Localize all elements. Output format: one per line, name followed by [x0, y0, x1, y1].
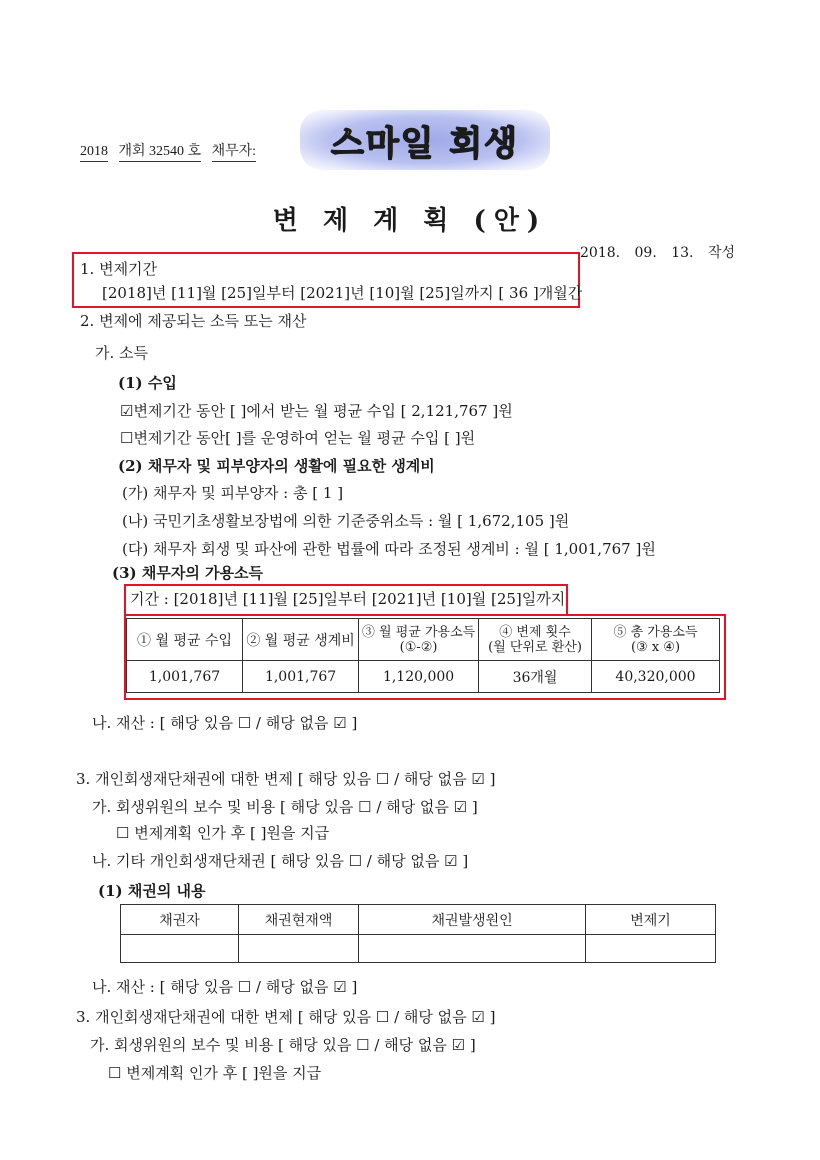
section1-heading: 1. 변제기간	[80, 260, 158, 278]
claims-cell-empty	[121, 935, 239, 963]
col-repayment-count-label: ④ 변제 횟수	[499, 624, 571, 640]
debtor-name: 스마일 회생	[330, 124, 520, 164]
claims-table	[120, 904, 716, 963]
disposable-period: 기간 : [2018]년 [11]월 [25]일부터 [2021]년 [10]월 [25]일까지	[130, 590, 566, 608]
section2-heading: 2. 변제에 제공되는 소득 또는 재산	[80, 312, 307, 330]
col-monthly-living: ② 월 평균 생계비	[243, 619, 359, 661]
document-date: 2018. 09. 13. 작성	[580, 245, 736, 261]
cell-repayment-count: 36개월	[479, 661, 592, 693]
case-header	[80, 140, 256, 160]
section3b-ga: 가. 회생위원의 보수 및 비용 [ 해당 있음 ☐ / 해당 없음 ☑ ]	[90, 1036, 476, 1054]
living-cost-heading: (2) 채무자 및 피부양자의 생활에 필요한 생계비	[118, 457, 435, 475]
col-total-disposable-formula: (③ x ④)	[630, 639, 681, 655]
income-line-2: ☐변제기간 동안[ ]를 운영하여 얻는 월 평균 수입 [ ]원	[120, 429, 476, 447]
claims-cell-empty	[359, 935, 586, 963]
case-number: 개회 32540 호	[119, 144, 202, 162]
claims-col-cause: 채권발생원인	[359, 905, 586, 935]
col-monthly-disposable	[359, 619, 479, 661]
col-monthly-income: ① 월 평균 수입	[127, 619, 243, 661]
section2-ga: 가. 소득	[95, 344, 149, 362]
col-monthly-disposable-formula: (①-②)	[399, 639, 438, 655]
income-heading: (1) 수입	[118, 374, 177, 392]
cell-monthly-living: 1,001,767	[243, 661, 359, 693]
col-repayment-count-note: (월 단위로 환산)	[488, 639, 582, 655]
section2-property: 나. 재산 : [ 해당 있음 ☐ / 해당 없음 ☑ ]	[92, 714, 358, 732]
section3-na: 나. 기타 개인회생재단채권 [ 해당 있음 ☐ / 해당 없음 ☑ ]	[92, 852, 469, 870]
case-year: 2018	[80, 144, 108, 162]
col-total-disposable-label: ⑤ 총 가용소득	[613, 624, 698, 640]
section3b-ga-sub: ☐ 변제계획 인가 후 [ ]원을 지급	[108, 1064, 322, 1082]
section3-ga: 가. 회생위원의 보수 및 비용 [ 해당 있음 ☐ / 해당 없음 ☑ ]	[92, 798, 478, 816]
claims-col-due: 변제기	[586, 905, 716, 935]
claims-col-amount: 채권현재액	[239, 905, 359, 935]
claims-cell-empty	[239, 935, 359, 963]
disposable-income-heading: (3) 채무자의 가용소득	[112, 564, 263, 582]
section3-heading: 3. 개인회생재단채권에 대한 변제 [ 해당 있음 ☐ / 해당 없음 ☑ ]	[76, 770, 496, 788]
debtor-label: 채무자:	[212, 144, 256, 162]
section3b-heading: 3. 개인회생재단채권에 대한 변제 [ 해당 있음 ☐ / 해당 없음 ☑ ]	[76, 1008, 496, 1026]
claims-col-creditor: 채권자	[121, 905, 239, 935]
cell-total-disposable: 40,320,000	[592, 661, 720, 693]
income-line-1: ☑변제기간 동안 [ ]에서 받는 월 평균 수입 [ 2,121,767 ]원	[120, 402, 513, 420]
living-cost-c: (다) 채무자 회생 및 파산에 관한 법률에 따라 조정된 생계비 : 월 [ 1,001,767 ]원	[122, 540, 656, 558]
col-monthly-disposable-label: ③ 월 평균 가용소득	[361, 624, 476, 640]
living-cost-b: (나) 국민기초생활보장법에 의한 기준중위소득 : 월 [ 1,672,105 ]원	[122, 512, 570, 530]
section3-property: 나. 재산 : [ 해당 있음 ☐ / 해당 없음 ☑ ]	[92, 978, 358, 996]
living-cost-a: (가) 채무자 및 피부양자 : 총 [ 1 ]	[122, 484, 344, 502]
document-title: 변 제 계 획 (안)	[272, 206, 548, 236]
col-repayment-count	[479, 619, 592, 661]
disposable-income-table	[126, 618, 720, 693]
claims-heading: (1) 채권의 내용	[98, 882, 206, 900]
section1-period: [2018]년 [11]월 [25]일부터 [2021]년 [10]월 [25]일까지 [ 36 ]개월간	[102, 284, 583, 302]
col-total-disposable	[592, 619, 720, 661]
claims-cell-empty	[586, 935, 716, 963]
cell-monthly-income: 1,001,767	[127, 661, 243, 693]
cell-monthly-disposable: 1,120,000	[359, 661, 479, 693]
section3-ga-sub: ☐ 변제계획 인가 후 [ ]원을 지급	[116, 824, 330, 842]
